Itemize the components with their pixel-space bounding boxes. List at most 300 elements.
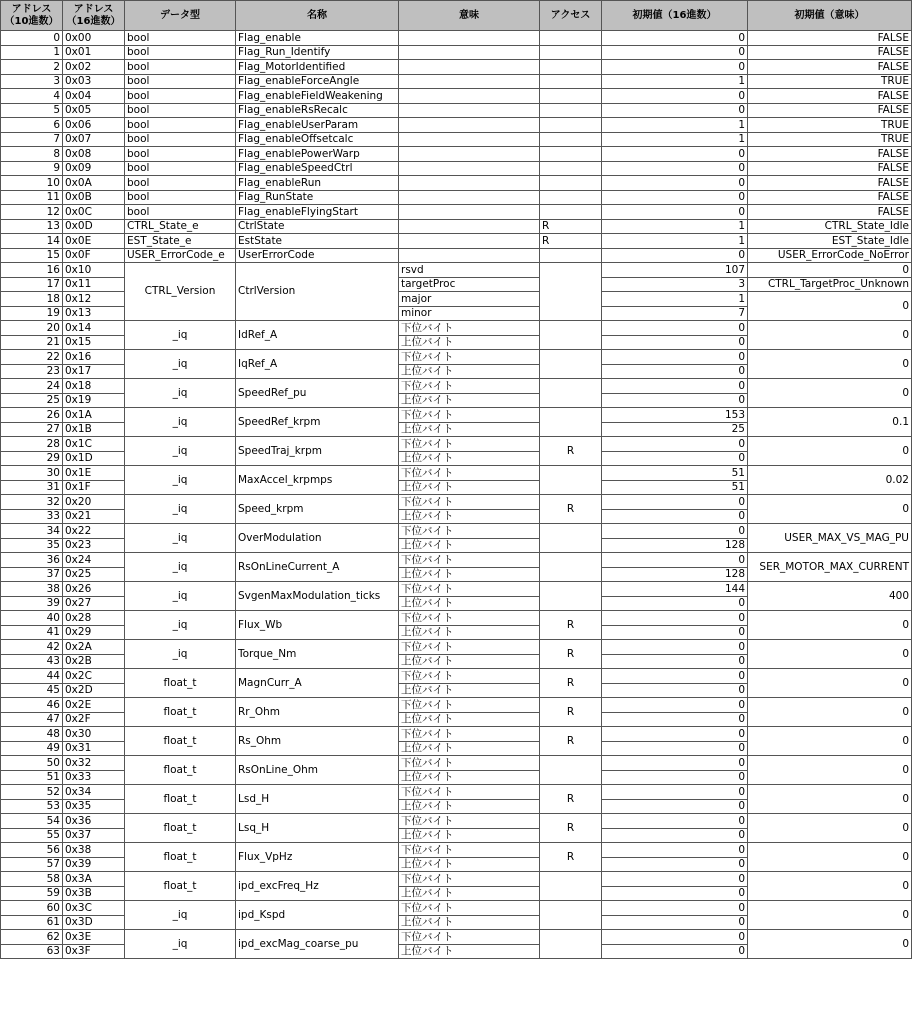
meaning-cell: 下位バイト	[399, 379, 540, 394]
data-type-cell: EST_State_e	[125, 234, 236, 249]
meaning-cell: 上位バイト	[399, 393, 540, 408]
meaning-cell: 下位バイト	[399, 669, 540, 684]
name-cell: Flag_enablePowerWarp	[236, 147, 399, 162]
meaning-cell	[399, 60, 540, 75]
address-hex-cell: 0x3D	[63, 915, 125, 930]
address-dec-cell: 19	[1, 306, 63, 321]
table-row	[1, 379, 912, 394]
address-hex-cell: 0x13	[63, 306, 125, 321]
initial-meaning-cell: FALSE	[748, 89, 912, 104]
meaning-cell: rsvd	[399, 263, 540, 278]
access-cell	[540, 350, 602, 379]
access-cell: R	[540, 219, 602, 234]
address-hex-cell: 0x12	[63, 292, 125, 307]
initial-hex-cell: 144	[602, 582, 748, 597]
address-hex-cell: 0x04	[63, 89, 125, 104]
meaning-cell: 上位バイト	[399, 480, 540, 495]
initial-hex-cell: 0	[602, 596, 748, 611]
address-dec-cell: 59	[1, 886, 63, 901]
initial-hex-cell: 0	[602, 843, 748, 858]
meaning-cell: 下位バイト	[399, 611, 540, 626]
meaning-cell: 下位バイト	[399, 756, 540, 771]
address-dec-cell: 45	[1, 683, 63, 698]
table-row	[1, 901, 912, 916]
address-hex-cell: 0x27	[63, 596, 125, 611]
address-hex-cell: 0x2E	[63, 698, 125, 713]
meaning-cell: 上位バイト	[399, 654, 540, 669]
initial-hex-cell: 0	[602, 364, 748, 379]
initial-hex-cell: 0	[602, 915, 748, 930]
initial-meaning-cell: FALSE	[748, 103, 912, 118]
address-hex-cell: 0x3B	[63, 886, 125, 901]
meaning-cell	[399, 234, 540, 249]
access-cell: R	[540, 437, 602, 466]
address-hex-cell: 0x2A	[63, 640, 125, 655]
address-dec-cell: 31	[1, 480, 63, 495]
initial-hex-cell: 0	[602, 640, 748, 655]
address-hex-cell: 0x19	[63, 393, 125, 408]
table-row	[1, 74, 912, 89]
data-type-cell: float_t	[125, 698, 236, 727]
initial-hex-cell: 0	[602, 727, 748, 742]
data-type-cell: USER_ErrorCode_e	[125, 248, 236, 263]
name-cell: SpeedRef_pu	[236, 379, 399, 408]
initial-meaning-cell: TRUE	[748, 74, 912, 89]
data-type-cell: _iq	[125, 611, 236, 640]
meaning-cell: 上位バイト	[399, 567, 540, 582]
table-row	[1, 31, 912, 46]
initial-meaning-cell: 0	[748, 727, 912, 756]
table-row	[1, 263, 912, 278]
initial-meaning-cell: CTRL_State_Idle	[748, 219, 912, 234]
access-cell	[540, 582, 602, 611]
table-row	[1, 147, 912, 162]
initial-meaning-cell: 0	[748, 872, 912, 901]
table-row	[1, 176, 912, 191]
initial-meaning-cell: TRUE	[748, 132, 912, 147]
address-hex-cell: 0x3F	[63, 944, 125, 959]
initial-meaning-cell: 0	[748, 350, 912, 379]
initial-hex-cell: 0	[602, 814, 748, 829]
meaning-cell: 上位バイト	[399, 596, 540, 611]
address-hex-cell: 0x21	[63, 509, 125, 524]
meaning-cell: 下位バイト	[399, 582, 540, 597]
access-cell: R	[540, 843, 602, 872]
initial-hex-cell: 0	[602, 31, 748, 46]
initial-hex-cell: 1	[602, 118, 748, 133]
address-hex-cell: 0x1A	[63, 408, 125, 423]
table-row	[1, 118, 912, 133]
meaning-cell	[399, 219, 540, 234]
access-cell	[540, 190, 602, 205]
table-row	[1, 640, 912, 655]
initial-hex-cell: 0	[602, 248, 748, 263]
table-row	[1, 785, 912, 800]
initial-meaning-cell: FALSE	[748, 60, 912, 75]
initial-hex-cell: 0	[602, 350, 748, 365]
address-hex-cell: 0x11	[63, 277, 125, 292]
table-row	[1, 756, 912, 771]
meaning-cell: 上位バイト	[399, 886, 540, 901]
name-cell: CtrlState	[236, 219, 399, 234]
data-type-cell: CTRL_State_e	[125, 219, 236, 234]
address-dec-cell: 58	[1, 872, 63, 887]
address-dec-cell: 42	[1, 640, 63, 655]
initial-hex-cell: 3	[602, 277, 748, 292]
access-cell: R	[540, 234, 602, 249]
meaning-cell: 下位バイト	[399, 814, 540, 829]
table-row	[1, 466, 912, 481]
access-cell: R	[540, 698, 602, 727]
meaning-cell: 下位バイト	[399, 930, 540, 945]
access-cell	[540, 45, 602, 60]
initial-meaning-cell: 0	[748, 437, 912, 466]
address-hex-cell: 0x16	[63, 350, 125, 365]
meaning-cell	[399, 31, 540, 46]
address-hex-cell: 0x0D	[63, 219, 125, 234]
address-dec-cell: 9	[1, 161, 63, 176]
data-type-cell: _iq	[125, 321, 236, 350]
data-type-cell: bool	[125, 74, 236, 89]
meaning-cell: 下位バイト	[399, 495, 540, 510]
address-hex-cell: 0x17	[63, 364, 125, 379]
address-hex-cell: 0x0B	[63, 190, 125, 205]
access-cell	[540, 161, 602, 176]
initial-hex-cell: 128	[602, 538, 748, 553]
data-type-cell: bool	[125, 89, 236, 104]
access-cell: R	[540, 611, 602, 640]
initial-hex-cell: 0	[602, 190, 748, 205]
address-dec-cell: 63	[1, 944, 63, 959]
access-cell	[540, 248, 602, 263]
access-cell	[540, 553, 602, 582]
access-cell	[540, 930, 602, 959]
table-row	[1, 190, 912, 205]
table-row	[1, 930, 912, 945]
name-cell: Flag_RunState	[236, 190, 399, 205]
initial-meaning-cell: CTRL_TargetProc_Unknown	[748, 277, 912, 292]
header-address-hex: アドレス（16進数）	[63, 1, 125, 31]
initial-hex-cell: 1	[602, 292, 748, 307]
meaning-cell: major	[399, 292, 540, 307]
name-cell: MagnCurr_A	[236, 669, 399, 698]
initial-hex-cell: 0	[602, 553, 748, 568]
data-type-cell: _iq	[125, 437, 236, 466]
address-hex-cell: 0x2F	[63, 712, 125, 727]
meaning-cell: 下位バイト	[399, 872, 540, 887]
initial-meaning-cell: EST_State_Idle	[748, 234, 912, 249]
initial-hex-cell: 0	[602, 437, 748, 452]
initial-hex-cell: 0	[602, 828, 748, 843]
name-cell: RsOnLine_Ohm	[236, 756, 399, 785]
address-hex-cell: 0x39	[63, 857, 125, 872]
name-cell: Flag_enableRun	[236, 176, 399, 191]
access-cell	[540, 74, 602, 89]
name-cell: Flag_enableFlyingStart	[236, 205, 399, 220]
address-dec-cell: 56	[1, 843, 63, 858]
address-hex-cell: 0x09	[63, 161, 125, 176]
initial-hex-cell: 51	[602, 466, 748, 481]
access-cell	[540, 60, 602, 75]
address-hex-cell: 0x22	[63, 524, 125, 539]
initial-hex-cell: 0	[602, 205, 748, 220]
table-row	[1, 524, 912, 539]
address-hex-cell: 0x26	[63, 582, 125, 597]
initial-meaning-cell: FALSE	[748, 31, 912, 46]
address-hex-cell: 0x15	[63, 335, 125, 350]
address-dec-cell: 32	[1, 495, 63, 510]
meaning-cell: 下位バイト	[399, 524, 540, 539]
name-cell: IdRef_A	[236, 321, 399, 350]
meaning-cell: 上位バイト	[399, 944, 540, 959]
meaning-cell: 下位バイト	[399, 785, 540, 800]
address-hex-cell: 0x20	[63, 495, 125, 510]
meaning-cell: 上位バイト	[399, 538, 540, 553]
table-row	[1, 408, 912, 423]
meaning-cell	[399, 176, 540, 191]
initial-hex-cell: 0	[602, 509, 748, 524]
address-dec-cell: 8	[1, 147, 63, 162]
meaning-cell: 下位バイト	[399, 408, 540, 423]
initial-hex-cell: 0	[602, 886, 748, 901]
meaning-cell: 上位バイト	[399, 509, 540, 524]
initial-hex-cell: 0	[602, 712, 748, 727]
address-dec-cell: 23	[1, 364, 63, 379]
initial-hex-cell: 0	[602, 625, 748, 640]
access-cell	[540, 263, 602, 321]
name-cell: Flag_enableOffsetcalc	[236, 132, 399, 147]
data-type-cell: _iq	[125, 466, 236, 495]
initial-meaning-cell: 0	[748, 321, 912, 350]
data-type-cell: bool	[125, 176, 236, 191]
name-cell: Flag_enableForceAngle	[236, 74, 399, 89]
header-row	[1, 1, 912, 31]
address-hex-cell: 0x38	[63, 843, 125, 858]
name-cell: Flag_enableRsRecalc	[236, 103, 399, 118]
initial-hex-cell: 7	[602, 306, 748, 321]
initial-hex-cell: 0	[602, 872, 748, 887]
initial-hex-cell: 0	[602, 45, 748, 60]
table-row	[1, 205, 912, 220]
address-dec-cell: 1	[1, 45, 63, 60]
access-cell	[540, 176, 602, 191]
initial-hex-cell: 0	[602, 611, 748, 626]
meaning-cell	[399, 103, 540, 118]
table-row	[1, 45, 912, 60]
name-cell: MaxAccel_krpmps	[236, 466, 399, 495]
table-row	[1, 248, 912, 263]
meaning-cell	[399, 205, 540, 220]
initial-hex-cell: 0	[602, 161, 748, 176]
meaning-cell: targetProc	[399, 277, 540, 292]
address-dec-cell: 53	[1, 799, 63, 814]
address-dec-cell: 34	[1, 524, 63, 539]
data-type-cell: float_t	[125, 872, 236, 901]
address-dec-cell: 57	[1, 857, 63, 872]
name-cell: Flux_VpHz	[236, 843, 399, 872]
name-cell: CtrlVersion	[236, 263, 399, 321]
table-row	[1, 553, 912, 568]
table-row	[1, 814, 912, 829]
address-hex-cell: 0x0E	[63, 234, 125, 249]
access-cell	[540, 872, 602, 901]
data-type-cell: _iq	[125, 582, 236, 611]
access-cell	[540, 321, 602, 350]
address-dec-cell: 41	[1, 625, 63, 640]
initial-hex-cell: 0	[602, 393, 748, 408]
address-hex-cell: 0x28	[63, 611, 125, 626]
initial-meaning-cell: 0	[748, 379, 912, 408]
address-hex-cell: 0x3C	[63, 901, 125, 916]
data-type-cell: _iq	[125, 350, 236, 379]
initial-hex-cell: 0	[602, 89, 748, 104]
initial-hex-cell: 0	[602, 698, 748, 713]
address-hex-cell: 0x18	[63, 379, 125, 394]
initial-hex-cell: 0	[602, 683, 748, 698]
data-type-cell: bool	[125, 161, 236, 176]
access-cell	[540, 205, 602, 220]
data-type-cell: float_t	[125, 814, 236, 843]
initial-meaning-cell: FALSE	[748, 190, 912, 205]
access-cell: R	[540, 814, 602, 843]
address-dec-cell: 28	[1, 437, 63, 452]
initial-hex-cell: 0	[602, 799, 748, 814]
initial-meaning-cell: FALSE	[748, 205, 912, 220]
initial-meaning-cell: FALSE	[748, 45, 912, 60]
data-type-cell: bool	[125, 147, 236, 162]
name-cell: Flag_enableFieldWeakening	[236, 89, 399, 104]
initial-hex-cell: 0	[602, 176, 748, 191]
initial-hex-cell: 0	[602, 785, 748, 800]
table-row	[1, 161, 912, 176]
initial-meaning-cell: FALSE	[748, 147, 912, 162]
access-cell	[540, 901, 602, 930]
address-hex-cell: 0x1B	[63, 422, 125, 437]
table-row	[1, 669, 912, 684]
initial-meaning-cell: 0	[748, 901, 912, 930]
address-dec-cell: 4	[1, 89, 63, 104]
address-dec-cell: 16	[1, 263, 63, 278]
address-hex-cell: 0x33	[63, 770, 125, 785]
address-hex-cell: 0x0C	[63, 205, 125, 220]
address-dec-cell: 35	[1, 538, 63, 553]
address-hex-cell: 0x24	[63, 553, 125, 568]
meaning-cell: 上位バイト	[399, 770, 540, 785]
data-type-cell: float_t	[125, 756, 236, 785]
initial-meaning-cell: 0	[748, 698, 912, 727]
initial-hex-cell: 0	[602, 495, 748, 510]
address-dec-cell: 18	[1, 292, 63, 307]
name-cell: Lsd_H	[236, 785, 399, 814]
initial-hex-cell: 1	[602, 234, 748, 249]
table-row	[1, 872, 912, 887]
address-dec-cell: 0	[1, 31, 63, 46]
initial-hex-cell: 0	[602, 60, 748, 75]
data-type-cell: float_t	[125, 669, 236, 698]
address-hex-cell: 0x01	[63, 45, 125, 60]
data-type-cell: float_t	[125, 727, 236, 756]
address-dec-cell: 5	[1, 103, 63, 118]
access-cell	[540, 147, 602, 162]
address-dec-cell: 48	[1, 727, 63, 742]
data-type-cell: _iq	[125, 930, 236, 959]
address-dec-cell: 12	[1, 205, 63, 220]
address-hex-cell: 0x30	[63, 727, 125, 742]
meaning-cell: 上位バイト	[399, 625, 540, 640]
name-cell: EstState	[236, 234, 399, 249]
meaning-cell: 上位バイト	[399, 799, 540, 814]
initial-meaning-cell: 0	[748, 814, 912, 843]
initial-meaning-cell: USER_ErrorCode_NoError	[748, 248, 912, 263]
address-hex-cell: 0x07	[63, 132, 125, 147]
header-address-dec: アドレス（10進数）	[1, 1, 63, 31]
meaning-cell: 下位バイト	[399, 553, 540, 568]
address-dec-cell: 30	[1, 466, 63, 481]
meaning-cell: 上位バイト	[399, 741, 540, 756]
initial-meaning-cell: 0	[748, 263, 912, 278]
access-cell	[540, 89, 602, 104]
initial-hex-cell: 0	[602, 379, 748, 394]
meaning-cell: 下位バイト	[399, 727, 540, 742]
address-dec-cell: 40	[1, 611, 63, 626]
initial-meaning-cell: FALSE	[748, 161, 912, 176]
data-type-cell: bool	[125, 45, 236, 60]
data-type-cell: float_t	[125, 785, 236, 814]
header-initial-meaning: 初期値（意味）	[748, 1, 912, 31]
header-meaning: 意味	[399, 1, 540, 31]
data-type-cell: _iq	[125, 640, 236, 669]
address-dec-cell: 29	[1, 451, 63, 466]
initial-hex-cell: 0	[602, 335, 748, 350]
initial-meaning-cell: 0	[748, 785, 912, 814]
access-cell	[540, 524, 602, 553]
initial-meaning-cell: 0	[748, 640, 912, 669]
address-hex-cell: 0x34	[63, 785, 125, 800]
access-cell: R	[540, 495, 602, 524]
name-cell: IqRef_A	[236, 350, 399, 379]
address-dec-cell: 37	[1, 567, 63, 582]
address-dec-cell: 55	[1, 828, 63, 843]
address-dec-cell: 6	[1, 118, 63, 133]
address-hex-cell: 0x14	[63, 321, 125, 336]
table-row	[1, 60, 912, 75]
access-cell	[540, 132, 602, 147]
meaning-cell	[399, 190, 540, 205]
address-dec-cell: 13	[1, 219, 63, 234]
meaning-cell: 下位バイト	[399, 698, 540, 713]
initial-hex-cell: 0	[602, 669, 748, 684]
initial-hex-cell: 51	[602, 480, 748, 495]
data-type-cell: bool	[125, 60, 236, 75]
meaning-cell	[399, 147, 540, 162]
table-body	[1, 31, 912, 959]
address-hex-cell: 0x2D	[63, 683, 125, 698]
address-hex-cell: 0x1D	[63, 451, 125, 466]
address-dec-cell: 60	[1, 901, 63, 916]
access-cell: R	[540, 640, 602, 669]
initial-meaning-cell: 0	[748, 756, 912, 785]
address-dec-cell: 17	[1, 277, 63, 292]
data-type-cell: _iq	[125, 495, 236, 524]
address-hex-cell: 0x03	[63, 74, 125, 89]
table-row	[1, 727, 912, 742]
name-cell: Torque_Nm	[236, 640, 399, 669]
address-hex-cell: 0x2B	[63, 654, 125, 669]
address-dec-cell: 50	[1, 756, 63, 771]
initial-meaning-cell: 0	[748, 292, 912, 321]
address-dec-cell: 51	[1, 770, 63, 785]
name-cell: SvgenMaxModulation_ticks	[236, 582, 399, 611]
